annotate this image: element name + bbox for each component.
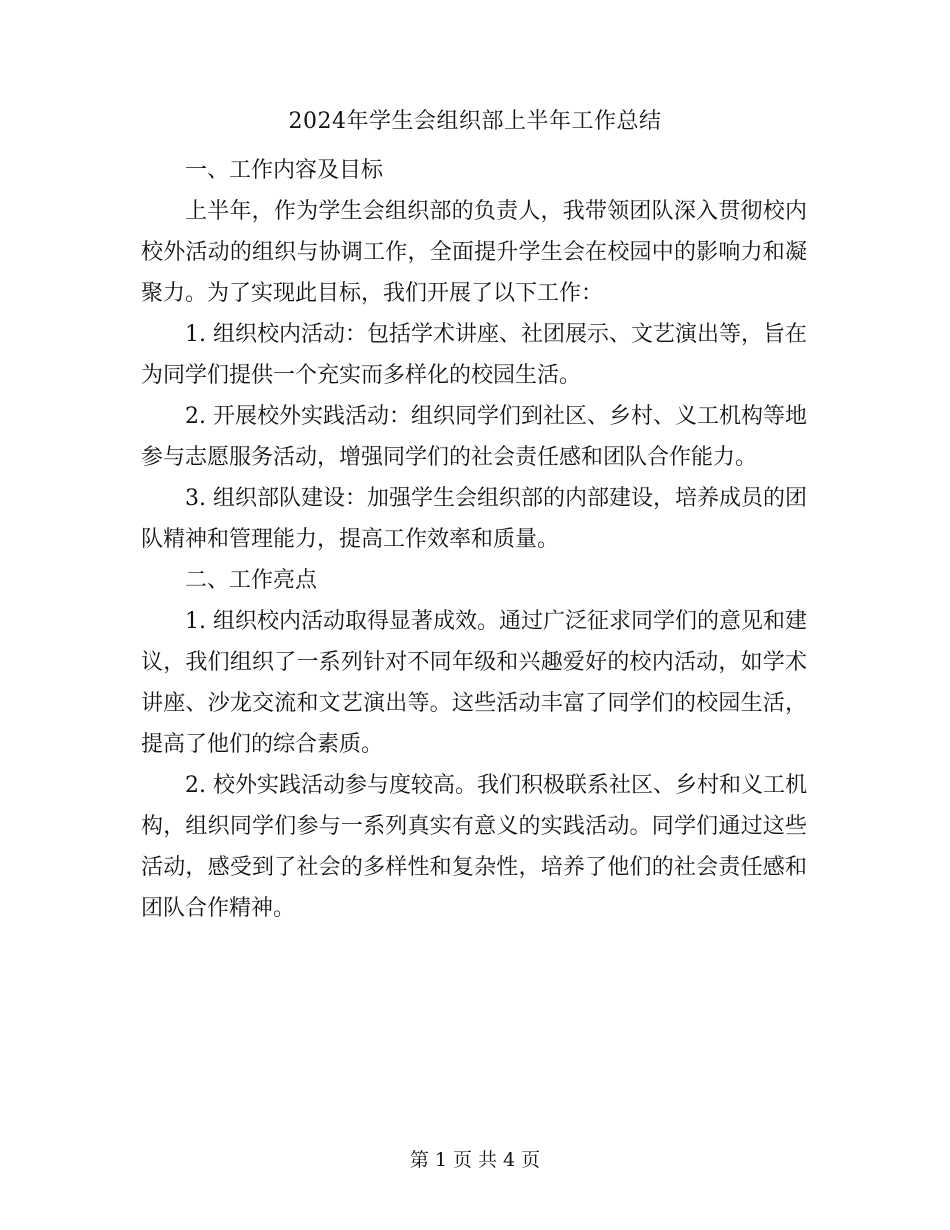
- list-item-off-campus-practice: 2. 开展校外实践活动：组织同学们到社区、乡村、义工机构等地参与志愿服务活动，增强同学们的社会责任感和团队合作能力。: [141, 404, 807, 470]
- section-heading-work-content: 一、工作内容及目标: [185, 158, 384, 183]
- list-item-highlight-practice: 2. 校外实践活动参与度较高。我们积极联系社区、乡村和义工机构，组织同学们参与一系列真实有意义的实践活动。同学们通过这些活动，感受到了社会的多样性和复杂性，培养了他们的社会责任感和团队合作精神。: [141, 773, 807, 921]
- section-heading-highlights: 二、工作亮点: [185, 568, 318, 593]
- page-number-footer: 第 1 页 共 4 页: [409, 1149, 541, 1171]
- document-body: [141, 150, 807, 929]
- list-item-team-building: 3. 组织部队建设：加强学生会组织部的内部建设，培养成员的团队精神和管理能力，提高工作效率和质量。: [141, 486, 807, 552]
- list-item-campus-activities: 1. 组织校内活动：包括学术讲座、社团展示、文艺演出等，旨在为同学们提供一个充实而多样化的校园生活。: [141, 322, 807, 388]
- list-item-highlight-campus: 1. 组织校内活动取得显著成效。通过广泛征求同学们的意见和建议，我们组织了一系列针对不同年级和兴趣爱好的校内活动，如学术讲座、沙龙交流和文艺演出等。这些活动丰富了同学们的校园生活，提高了他们的综合素质。: [141, 609, 807, 757]
- document-title: 2024年学生会组织部上半年工作总结: [288, 109, 662, 134]
- intro-paragraph: 上半年，作为学生会组织部的负责人，我带领团队深入贯彻校内校外活动的组织与协调工作，全面提升学生会在校园中的影响力和凝聚力。为了实现此目标，我们开展了以下工作：: [141, 199, 807, 306]
